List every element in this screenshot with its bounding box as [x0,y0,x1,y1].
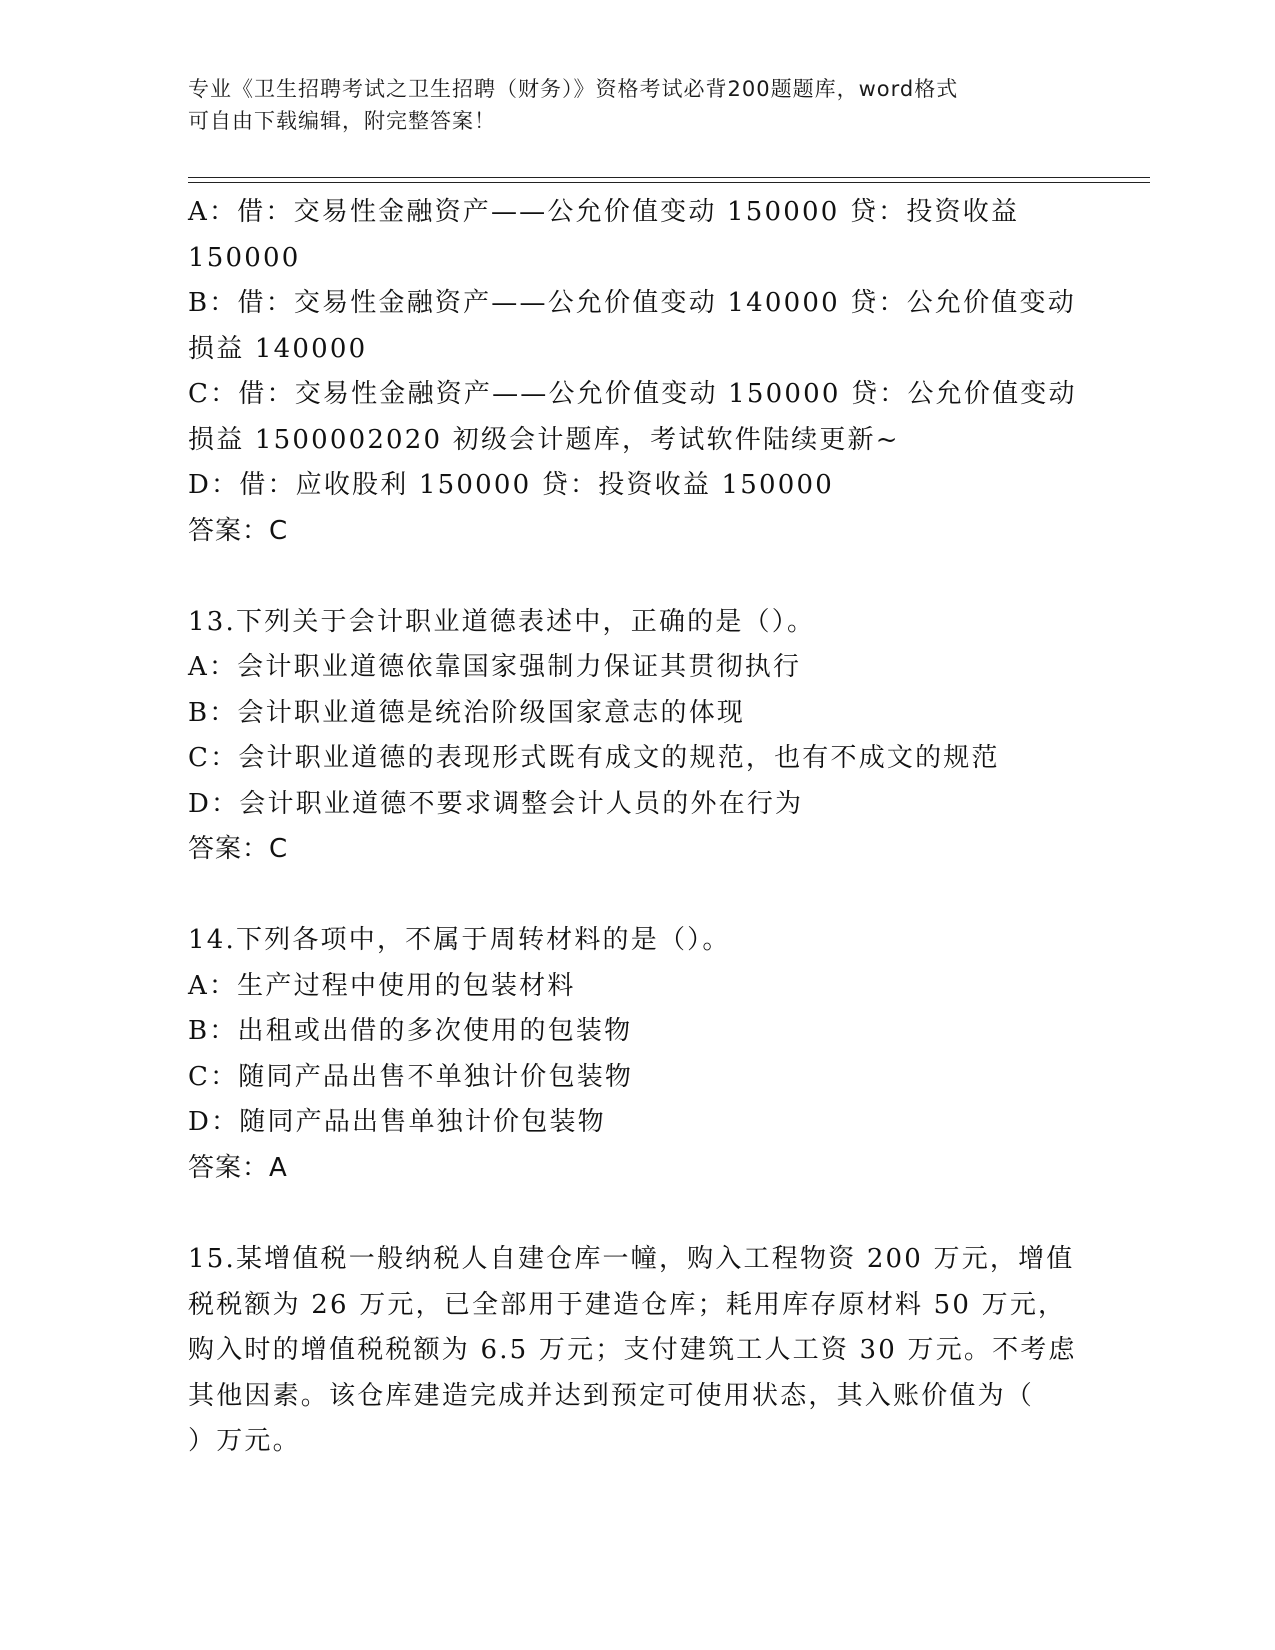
question-13-block [188,600,1088,873]
q14-option-c: C：随同产品出售不单独计价包装物 [188,1061,634,1092]
q12-option-a-line2: 150000 [188,242,301,273]
header-line-2: 可自由下载编辑，附完整答案！ [188,109,496,133]
q12-option-c-line2: 损益 1500002020 初级会计题库，考试软件陆续更新~ [188,424,900,455]
q12-option-c-line1: C：借：交易性金融资产——公允价值变动 150000 贷：公允价值变动 [188,379,1077,409]
spacer [188,554,1088,600]
q14-answer: 答案：A [188,1152,288,1183]
q13-stem: 13.下列关于会计职业道德表述中，正确的是（）。 [188,606,816,637]
q13-option-b: B：会计职业道德是统治阶级国家意志的体现 [188,697,746,728]
q15-stem-line2: 税税额为 26 万元，已全部用于建造仓库；耗用库存原材料 50 万元， [188,1289,1067,1320]
q12-option-d: D：借：应收股利 150000 贷：投资收益 150000 [188,470,834,500]
q13-option-c: C：会计职业道德的表现形式既有成文的规范，也有不成文的规范 [188,743,1000,773]
spacer [188,1191,1088,1237]
q13-option-d: D：会计职业道德不要求调整会计人员的外在行为 [188,788,804,819]
q12-answer: 答案：C [188,515,289,546]
q15-stem-line1: 15.某增值税一般纳税人自建仓库一幢，购入工程物资 200 万元，增值 [188,1244,1075,1274]
q14-option-b: B：出租或出借的多次使用的包装物 [188,1016,633,1046]
header-divider-top [188,177,1150,178]
q12-option-b-line2: 损益 140000 [188,333,368,364]
q15-stem-line5: ）万元。 [188,1426,301,1456]
q15-stem-line3: 购入时的增值税税额为 6.5 万元；支付建筑工人工资 30 万元。不考虑 [188,1335,1077,1365]
header-divider-bottom [188,182,1150,183]
question-14-block [188,918,1088,1191]
q12-option-b-line1: B：借：交易性金融资产——公允价值变动 140000 贷：公允价值变动 [188,288,1076,318]
q14-stem: 14.下列各项中，不属于周转材料的是（）。 [188,925,731,955]
header-line-1: 专业《卫生招聘考试之卫生招聘（财务）》资格考试必背200题题库，word格式 [188,77,959,101]
question-content [188,190,1088,1465]
question-15-block [188,1237,1088,1465]
q14-option-d: D：随同产品出售单独计价包装物 [188,1107,606,1137]
q14-option-a: A：生产过程中使用的包装材料 [188,970,576,1001]
question-12-block [188,190,1088,554]
document-header [188,73,1088,137]
q15-stem-line4: 其他因素。该仓库建造完成并达到预定可使用状态，其入账价值为（ [188,1380,1035,1411]
spacer [188,873,1088,919]
q12-option-a-line1: A：借：交易性金融资产——公允价值变动 150000 贷：投资收益 [188,197,1020,227]
q13-option-a: A：会计职业道德依靠国家强制力保证其贯彻执行 [188,652,802,682]
q13-answer: 答案：C [188,834,289,864]
